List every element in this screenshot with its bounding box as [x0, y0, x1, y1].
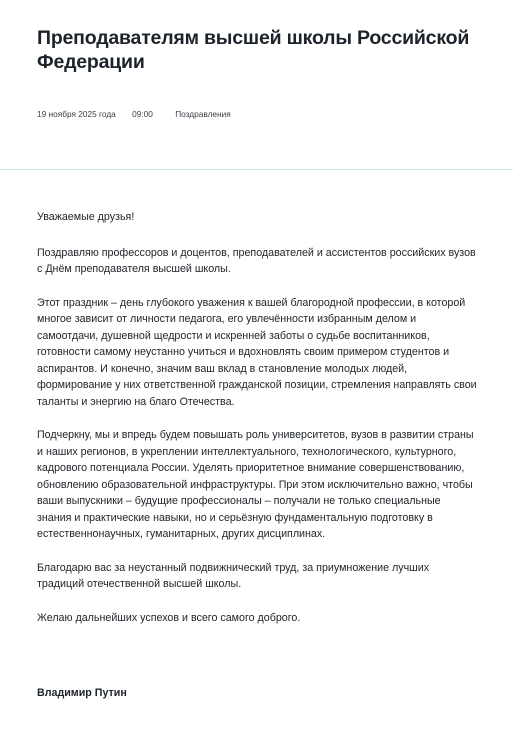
paragraph: Подчеркну, мы и впредь будем повышать роль университетов, вузов в развитии страны и наших регионов, в укреплении интеллектуального, технологического, культурного, кадрового потенциала России. Уделять приоритетное внимание совершенствованию, обновлению образовательной инфраструктуры. При этом исключительно важно, чтобы ваши выпускники – будущие профессионалы – получали не только специальные знания и практические навыки, но и серьёзную фундаментальную подготовку в естественнонаучных, гуманитарных, других дисциплинах.: [37, 429, 474, 540]
header-divider: [0, 169, 513, 170]
article-body: [37, 209, 477, 643]
publish-date: 19 ноября 2025 года: [37, 109, 116, 119]
page-title: Преподавателям высшей школы Российской Федерации: [37, 27, 470, 73]
category-link[interactable]: Поздравления: [175, 109, 231, 119]
publish-time: 09:00: [132, 109, 153, 119]
paragraph: Благодарю вас за неустанный подвижнический труд, за приумножение лучших традиций отечественной высшей школы.: [37, 561, 430, 590]
signature: Владимир Путин: [37, 687, 127, 699]
greeting: Уважаемые друзья!: [37, 211, 135, 223]
paragraph: Желаю дальнейших успехов и всего самого доброго.: [37, 611, 301, 624]
article-header: [0, 0, 513, 170]
paragraph: Поздравляю профессоров и доцентов, преподавателей и ассистентов российских вузов с Днём преподавателя высшей школы.: [37, 246, 476, 275]
paragraph: Этот праздник – день глубокого уважения к вашей благородной профессии, в которой многое зависит от личности педагога, его увлечённости избранным делом и самоотдачи, душевной щедрости и искренней заботы о судьбе воспитанников, готовности самому неустанно учиться и вдохновлять своим примером студентов и аспирантов. И конечно, значим ваш вклад в становление молодых людей, формирование у них ответственной гражданской позиции, стремления направлять свои таланты и энергию на благо Отечества.: [37, 296, 477, 408]
article-meta: [37, 109, 231, 119]
